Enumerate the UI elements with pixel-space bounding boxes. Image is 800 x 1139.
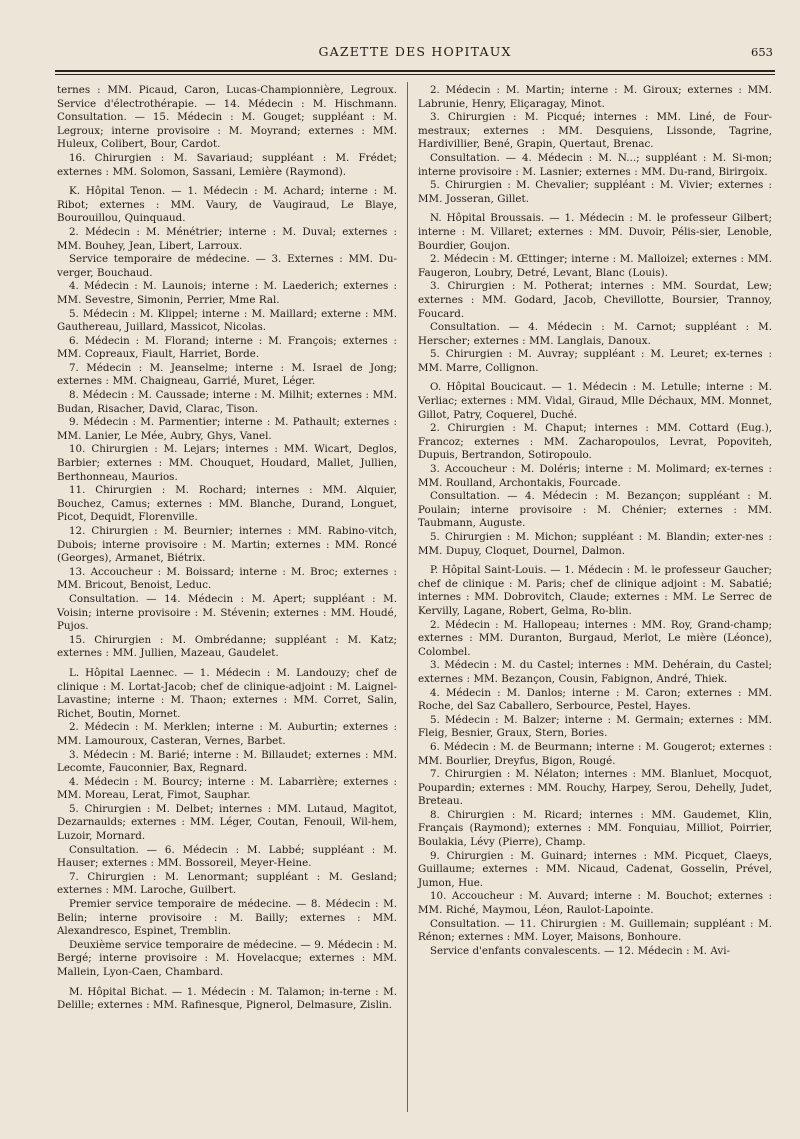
service-paragraph: ternes : MM. Picaud, Caron, Lucas-Championnière, Legroux. Service d'électrothérapie. — 14. Médecin : M. Hischmann. Consultation. — 15. Médecin : M. Gouget; suppléant : M. Legroux; interne provisoire : M. Moyrand; externes : MM. Huleux, Colibert, Bour, Cardot. <box>57 84 397 151</box>
column-divider <box>407 82 408 1112</box>
service-paragraph: 11. Chirurgien : M. Rochard; internes : MM. Alquier, Bouchez, Camus; externes : MM. Blanche, Durand, Longuet, Picot, Dequidt, Florenville. <box>57 484 397 524</box>
service-paragraph: 2. Médecin : M. Martin; interne : M. Giroux; externes : MM. Labrunie, Henry, Eliçaragay, Minot. <box>418 84 772 110</box>
service-paragraph: 2. Médecin : M. Merklen; interne : M. Auburtin; externes : MM. Lamouroux, Casteran, Vernes, Barbet. <box>57 721 397 747</box>
hospital-section-paragraph: M. Hôpital Bichat. — 1. Médecin : M. Talamon; in-terne : M. Delille; externes : MM. Rafinesque, Pignerol, Delmasure, Zislin. <box>57 985 397 1012</box>
service-paragraph: 15. Chirurgien : M. Ombrédanne; suppléant : M. Katz; externes : MM. Jullien, Mazeau, Gaudelet. <box>57 633 397 660</box>
service-paragraph: 4. Médecin : M. Danlos; interne : M. Caron; externes : MM. Roche, del Saz Caballero, Serbource, Pestel, Hayes. <box>418 686 772 713</box>
service-paragraph: 9. Médecin : M. Parmentier; interne : M. Pathault; externes : MM. Lanier, Le Mée, Aubry, Ghys, Vanel. <box>57 416 397 442</box>
service-paragraph: 3. Chirurgien : M. Picqué; internes : MM. Liné, de Four-mestraux; externes : MM. Desquiens, Lissonde, Tagrine, Hardivillier, Bené, Grapin, Quertaut, Brenac. <box>418 111 772 151</box>
page-header <box>55 44 775 68</box>
service-paragraph: 2. Médecin : M. Hallopeau; internes : MM. Roy, Grand-champ; externes : MM. Duranton, Burgaud, Merlot, Le mière (Léonce), Colombel. <box>418 618 772 658</box>
service-paragraph: 5. Chirurgien : M. Delbet; internes : MM. Lutaud, Magitot, Dezarnaulds; externes : MM. Léger, Coutan, Fenouil, Wil-hem, Luzoir, Mornard. <box>57 802 397 843</box>
left-column <box>57 84 397 1013</box>
service-paragraph: 8. Médecin : M. Caussade; interne : M. Milhit; externes : MM. Budan, Risacher, David, Clarac, Tison. <box>57 389 397 415</box>
service-paragraph: 13. Accoucheur : M. Boissard; interne : M. Broc; externes : MM. Bricout, Benoist, Leduc. <box>57 565 397 592</box>
header-rule-thick <box>55 70 775 72</box>
hospital-section-paragraph: O. Hôpital Boucicaut. — 1. Médecin : M. Letulle; interne : M. Verliac; externes : MM. Vidal, Giraud, Mlle Déchaux, MM. Monnet, Gillot, Patry, Coquerel, Duché. <box>418 381 772 421</box>
service-paragraph: 4. Médecin : M. Launois; interne : M. Laederich; externes : MM. Sevestre, Simonin, Perrier, Mme Ral. <box>57 280 397 306</box>
service-paragraph: 7. Chirurgien : M. Lenormant; suppléant : M. Gesland; externes : MM. Laroche, Guilbert. <box>57 870 397 897</box>
service-paragraph: Service d'enfants convalescents. — 12. Médecin : M. Avi- <box>430 944 730 957</box>
service-paragraph: Consultation. — 4. Médecin : M. Carnot; suppléant : M. Herscher; externes : MM. Langlais, Danoux. <box>418 321 772 347</box>
service-paragraph: 5. Chirurgien : M. Auvray; suppléant : M. Leuret; ex-ternes : MM. Marre, Collignon. <box>418 348 772 374</box>
service-paragraph: 7. Médecin : M. Jeanselme; interne : M. Israel de Jong; externes : MM. Chaigneau, Garrié, Muret, Léger. <box>57 361 397 388</box>
service-paragraph: 10. Accoucheur : M. Auvard; interne : M. Bouchot; externes : MM. Riché, Maymou, Léon, Raulot-Lapointe. <box>418 890 772 917</box>
service-paragraph: 5. Chirurgien : M. Chevalier; suppléant : M. Vivier; externes : MM. Josseran, Gillet. <box>418 179 772 205</box>
service-paragraph: Consultation. — 4. Médecin : M. Bezançon; suppléant : M. Poulain; interne provisoire : M. Chénier; externes : MM. Taubmann, Auguste. <box>418 490 772 530</box>
service-paragraph: 2. Médecin : M. Œttinger; interne : M. Malloizel; externes : MM. Faugeron, Loubry, Detré, Levant, Blanc (Louis). <box>418 253 772 279</box>
hospital-section-paragraph: K. Hôpital Tenon. — 1. Médecin : M. Achard; interne : M. Ribot; externes : MM. Vaury, de Vaugiraud, Le Blaye, Bourouillou, Quinquaud. <box>57 185 397 225</box>
service-paragraph: 7. Chirurgien : M. Nélaton; internes : MM. Blanluet, Mocquot, Poupardin; externes : MM. Rouchy, Harpey, Serou, Dehelly, Judet, Breteau. <box>418 768 772 808</box>
service-paragraph: 3. Accoucheur : M. Doléris; interne : M. Molimard; ex-ternes : MM. Roulland, Archontakis, Fourcade. <box>418 463 772 489</box>
service-paragraph: 3. Chirurgien : M. Potherat; internes : MM. Sourdat, Lew; externes : MM. Godard, Jacob, Chevillotte, Boursier, Trannoy, Foucard. <box>418 280 772 320</box>
service-paragraph: Service temporaire de médecine. — 3. Externes : MM. Du-verger, Bouchaud. <box>57 253 397 279</box>
service-paragraph: Premier service temporaire de médecine. — 8. Médecin : M. Belin; interne provisoire : M. Bailly; externes : MM. Alexandresco, Espinet, Tremblin. <box>57 898 397 938</box>
service-paragraph: 5. Chirurgien : M. Michon; suppléant : M. Blandin; exter-nes : MM. Dupuy, Cloquet, Dournel, Dalmon. <box>418 531 772 557</box>
service-paragraph: 2. Médecin : M. Ménétrier; interne : M. Duval; externes : MM. Bouhey, Jean, Libert, Larroux. <box>57 225 397 252</box>
service-paragraph: 3. Médecin : M. Barié; interne : M. Billaudet; externes : MM. Lecomte, Fauconnier, Bax, Regnard. <box>57 748 397 775</box>
hospital-section-paragraph: N. Hôpital Broussais. — 1. Médecin : M. le professeur Gilbert; interne : M. Villaret; externes : MM. Duvoir, Pélis-sier, Lenoble, Bourdier, Goujon. <box>418 212 772 252</box>
service-paragraph: 16. Chirurgien : M. Savariaud; suppléant : M. Frédet; externes : MM. Solomon, Sassani, Lemière (Raymond). <box>57 151 397 178</box>
right-column <box>418 84 772 958</box>
service-paragraph: 6. Médecin : M. Florand; interne : M. François; externes : MM. Copreaux, Fiault, Harriet, Borde. <box>57 334 397 361</box>
page-number: 653 <box>751 45 773 59</box>
service-paragraph: 2. Chirurgien : M. Chaput; internes : MM. Cottard (Eug.), Francoz; externes : MM. Zacharopoulos, Levrat, Popoviteh, Dupuis, Bertrandon, Sotiropoulo. <box>418 422 772 462</box>
service-paragraph: Consultation. — 14. Médecin : M. Apert; suppléant : M. Voisin; interne provisoire : M. Stévenin; externes : MM. Houdé, Pujos. <box>57 592 397 633</box>
service-paragraph: Consultation. — 6. Médecin : M. Labbé; suppléant : M. Hauser; externes : MM. Bossoreil, Meyer-Heine. <box>57 843 397 870</box>
hospital-section-paragraph: P. Hôpital Saint-Louis. — 1. Médecin : M. le professeur Gaucher; chef de clinique : M. Paris; chef de clinique adjoint : M. Sabatié; internes : MM. Dobrovitch, Claude; externes : MM. Le Serrec de Kervilly, Lagane, Robert, Gelma, Ro-blin. <box>418 564 772 617</box>
service-paragraph: 10. Chirurgien : M. Lejars; internes : MM. Wicart, Deglos, Barbier; externes : MM. Chouquet, Houdard, Mallet, Jullien, Berthonneau, Maurios. <box>57 443 397 483</box>
running-head: GAZETTE DES HOPITAUX <box>318 44 512 59</box>
header-rule-thin <box>55 74 775 75</box>
service-paragraph: 5. Médecin : M. Balzer; interne : M. Germain; externes : MM. Fleig, Besnier, Graux, Stern, Bories. <box>418 713 772 740</box>
service-paragraph: 4. Médecin : M. Bourcy; interne : M. Labarrière; externes : MM. Moreau, Lerat, Fimot, Sauphar. <box>57 775 397 802</box>
service-paragraph: 6. Médecin : M. de Beurmann; interne : M. Gougerot; externes : MM. Bourlier, Dreyfus, Bigon, Rougé. <box>418 740 772 767</box>
service-paragraph: 5. Médecin : M. Klippel; interne : M. Maillard; externe : MM. Gauthereau, Juillard, Massicot, Nicolas. <box>57 307 397 334</box>
service-paragraph: 3. Médecin : M. du Castel; internes : MM. Dehérain, du Castel; externes : MM. Bezançon, Cousin, Fabignon, André, Thiek. <box>418 659 772 685</box>
service-paragraph: Deuxième service temporaire de médecine. — 9. Médecin : M. Bergé; interne provisoire : M. Hovelacque; externes : MM. Mallein, Lyon-Caen, Chambard. <box>57 938 397 978</box>
service-paragraph: Consultation. — 4. Médecin : M. N...; suppléant : M. Si-mon; interne provisoire : M. Lasnier; externes : MM. Du-rand, Birirgoix. <box>418 151 772 178</box>
service-paragraph: 9. Chirurgien : M. Guinard; internes : MM. Picquet, Claeys, Guillaume; externes : MM. Nicaud, Cadenat, Gosselin, Prével, Jumon, Hue. <box>418 849 772 889</box>
service-paragraph: 8. Chirurgien : M. Ricard; internes : MM. Gaudemet, Klin, Français (Raymond); externes : MM. Fonquiau, Milliot, Poirrier, Boulakia, Lévy (Pierre), Champ. <box>418 808 772 849</box>
hospital-section-paragraph: L. Hôpital Laennec. — 1. Médecin : M. Landouzy; chef de clinique : M. Lortat-Jacob; chef de clinique-adjoint : M. Laignel-Lavastine; interne : M. Thaon; externes : MM. Corret, Salin, Richet, Boutin, Mornet. <box>57 666 397 720</box>
service-paragraph: Consultation. — 11. Chirurgien : M. Guillemain; suppléant : M. Rénon; externes : MM. Loyer, Maisons, Bonhoure. <box>418 917 772 944</box>
service-paragraph: 12. Chirurgien : M. Beurnier; internes : MM. Rabino-vitch, Dubois; interne provisoire : M. Martin; externes : MM. Roncé (Georges), Armanet, Biétrix. <box>57 525 397 565</box>
